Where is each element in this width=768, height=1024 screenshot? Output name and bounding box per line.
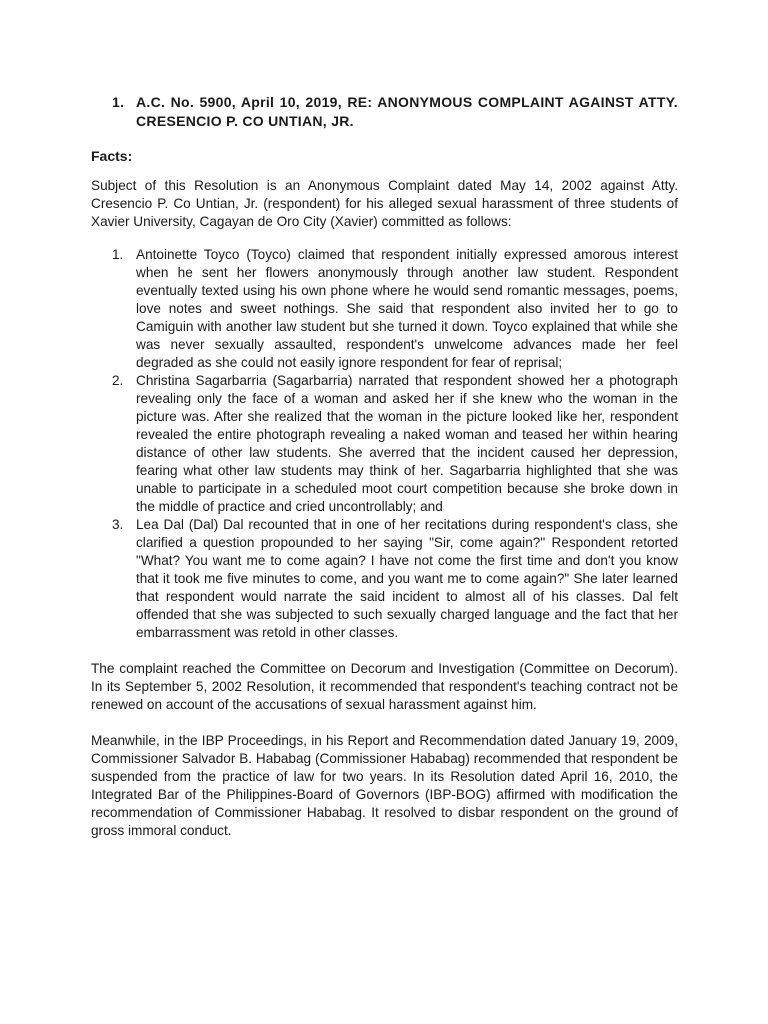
list-item [112, 246, 678, 372]
facts-intro-paragraph: Subject of this Resolution is an Anonymous Complaint dated May 14, 2002 against Atty. Cresencio P. Co Untian, Jr. (respondent) for his alleged sexual harassment of three students of Xavier University, Cagayan de Oro City (Xavier) committed as follows: [91, 178, 678, 229]
case-heading-number: 1. [112, 94, 125, 110]
document-body [91, 93, 678, 840]
list-item-marker: 1. [112, 247, 124, 262]
list-item-text: Lea Dal (Dal) Dal recounted that in one of her recitations during respondent's class, she clarified a question propounded to her saying "Sir, come again?" Respondent retorted "What? You want me to come again? I have not come the first time and don't you know that it took me five minutes to come, and you want me to come again?" She later learned that respondent would narrate the said incident to almost all of his classes. Dal felt offended that she was subjected to such sexually charged language and the fact that her embarrassment was retold in other classes. [136, 517, 678, 640]
committee-paragraph: The complaint reached the Committee on Decorum and Investigation (Committee on Decorum). In its September 5, 2002 Resolution, it recommended that respondent's teaching contract not be renewed on account of the accusations of sexual harassment against him. [91, 661, 678, 712]
facts-list [91, 246, 678, 642]
list-item-marker: 2. [112, 373, 124, 388]
case-heading-title: A.C. No. 5900, April 10, 2019, RE: ANONYMOUS COMPLAINT AGAINST ATTY. CRESENCIO P. CO UNTIAN, JR. [136, 94, 678, 129]
list-item-text: Christina Sagarbarria (Sagarbarria) narrated that respondent showed her a photograph revealing only the face of a woman and asked her if she knew who the woman in the picture was. After she realized that the woman in the picture looked like her, respondent revealed the entire photograph revealing a naked woman and teased her within hearing distance of other law students. She averred that the incident caused her depression, fearing what other law students may think of her. Sagarbarria highlighted that she was unable to participate in a scheduled moot court competition because she broke down in the middle of practice and cried uncontrollably; and [136, 373, 678, 514]
ibp-proceedings-paragraph: Meanwhile, in the IBP Proceedings, in his Report and Recommendation dated January 19, 2009, Commissioner Salvador B. Hababag (Commissioner Hababag) recommended that respondent be suspended from the practice of law for two years. In its Resolution dated April 16, 2010, the Integrated Bar of the Philippines-Board of Governors (IBP-BOG) affirmed with modification the recommendation of Commissioner Hababag. It resolved to disbar respondent on the ground of gross immoral conduct. [91, 733, 678, 838]
case-heading [112, 93, 678, 131]
list-item [112, 372, 678, 516]
facts-label: Facts: [91, 148, 133, 164]
list-item-text: Antoinette Toyco (Toyco) claimed that respondent initially expressed amorous interest when he sent her flowers anonymously through another law student. Respondent eventually texted using his own phone where he would send romantic messages, poems, love notes and sweet nothings. She said that respondent also invited her to go to Camiguin with another law student but she turned it down. Toyco explained that while she was never sexually assaulted, respondent's unwelcome advances made her feel degraded as she could not easily ignore respondent for fear of reprisal; [136, 247, 678, 370]
list-item [112, 516, 678, 642]
list-item-marker: 3. [112, 517, 124, 532]
